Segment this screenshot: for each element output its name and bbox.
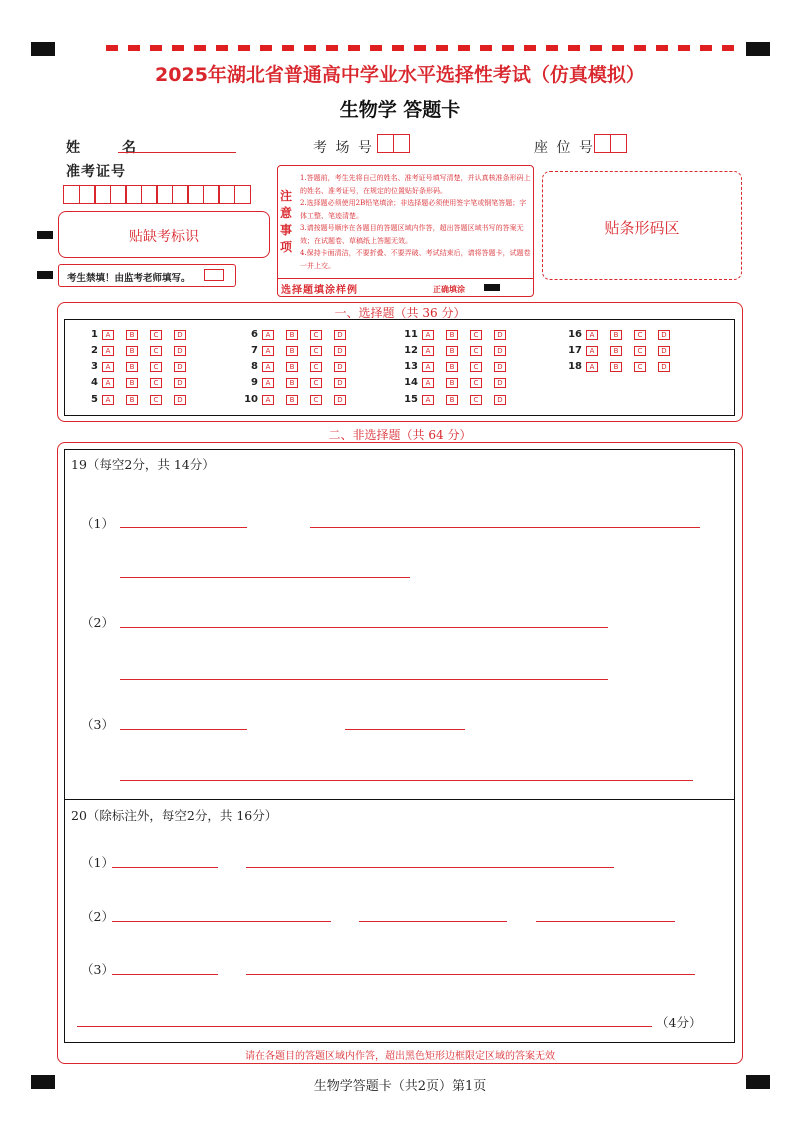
mcq-row-2	[76, 345, 198, 356]
mcq-option-16-B[interactable]: B	[610, 330, 622, 340]
mcq-option-13-D[interactable]: D	[494, 362, 506, 372]
mcq-option-15-D[interactable]: D	[494, 395, 506, 405]
mcq-option-17-B[interactable]: B	[610, 346, 622, 356]
q20-score-note: （4分）	[656, 1015, 702, 1030]
mcq-option-9-B[interactable]: B	[286, 378, 298, 388]
mcq-option-18-A[interactable]: A	[586, 362, 598, 372]
q20-part2-label: （2）	[81, 909, 114, 924]
seat-boxes[interactable]	[594, 134, 625, 153]
q20-2-blank-a[interactable]	[112, 921, 331, 922]
q19-q20-divider	[64, 799, 735, 800]
absent-note: 考生禁填！由监考老师填写。	[67, 273, 191, 284]
q19-part1-label: （1）	[81, 516, 114, 531]
mcq-option-7-C[interactable]: C	[310, 346, 322, 356]
nonmcq-title: 二、非选择题（共 64 分）	[328, 428, 472, 442]
q19-part2-label: （2）	[81, 615, 114, 630]
notice-item-2: 2.选择题必须使用2B铅笔填涂；非选择题必须使用签字笔或钢笔答题；字体工整、笔迹清楚。	[300, 199, 527, 220]
mcq-option-14-C[interactable]: C	[470, 378, 482, 388]
mcq-option-16-A[interactable]: A	[586, 330, 598, 340]
q20-2-blank-c[interactable]	[536, 921, 675, 922]
notice-item-4: 4.保持卡面清洁，不要折叠、不要弄破、考试结束后，请将答题卡，试题卷一并上交。	[300, 249, 531, 270]
mcq-question-number: 5	[91, 394, 98, 405]
q19-part3-label: （3）	[81, 717, 114, 732]
mcq-option-13-C[interactable]: C	[470, 362, 482, 372]
q19-2-blank-a[interactable]	[120, 627, 608, 628]
notice-separator	[278, 278, 533, 279]
answer-frame	[64, 449, 735, 1043]
q19-1-blank-c[interactable]	[120, 577, 410, 578]
correct-fill-label: 正确填涂	[433, 285, 465, 294]
mcq-question-number: 1	[91, 329, 98, 340]
mcq-option-18-C[interactable]: C	[634, 362, 646, 372]
mcq-option-12-C[interactable]: C	[470, 346, 482, 356]
notice-item-1: 1.答题前，考生先将自己的姓名、准考证号填写清楚，并认真核准条形码上的姓名、准考证号，在规定的位置贴好条形码。	[300, 174, 531, 195]
ticket-label: 准考证号	[66, 164, 126, 180]
mcq-option-10-C[interactable]: C	[310, 395, 322, 405]
mcq-option-3-C[interactable]: C	[150, 362, 162, 372]
mcq-option-15-A[interactable]: A	[422, 395, 434, 405]
corner-mark-top-left	[31, 42, 55, 56]
mcq-option-11-C[interactable]: C	[470, 330, 482, 340]
mcq-row-5	[76, 394, 198, 405]
mcq-row-6	[236, 329, 358, 340]
mcq-question-number: 7	[251, 345, 258, 356]
page-subtitle: 生物学 答题卡	[339, 99, 461, 121]
mcq-option-10-B[interactable]: B	[286, 395, 298, 405]
mcq-option-4-A[interactable]: A	[102, 378, 114, 388]
mcq-row-8	[236, 361, 358, 372]
ticket-number-boxes[interactable]	[63, 185, 249, 204]
q20-title: 20（除标注外，每空2分，共 16分）	[71, 808, 278, 823]
side-mark-2	[37, 271, 53, 279]
mcq-option-12-B[interactable]: B	[446, 346, 458, 356]
mcq-question-number: 14	[404, 377, 418, 388]
mcq-option-2-A[interactable]: A	[102, 346, 114, 356]
mcq-option-4-C[interactable]: C	[150, 378, 162, 388]
mcq-question-number: 4	[91, 377, 98, 388]
mcq-option-3-A[interactable]: A	[102, 362, 114, 372]
notice-list	[300, 172, 532, 272]
mcq-option-2-C[interactable]: C	[150, 346, 162, 356]
notice-box	[277, 165, 534, 297]
absent-sticker-area	[58, 211, 270, 258]
mcq-question-number: 10	[244, 394, 258, 405]
corner-mark-top-right	[746, 42, 770, 56]
mcq-row-10	[236, 394, 358, 405]
mcq-option-11-B[interactable]: B	[446, 330, 458, 340]
q20-4-blank[interactable]	[77, 1026, 652, 1027]
q20-1-blank-b[interactable]	[246, 867, 614, 868]
mcq-option-4-D[interactable]: D	[174, 378, 186, 388]
q19-1-blank-a[interactable]	[120, 527, 247, 528]
q19-title: 19（每空2分，共 14分）	[71, 457, 215, 472]
seat-label: 座 位 号	[534, 140, 595, 156]
mcq-option-1-B[interactable]: B	[126, 330, 138, 340]
mcq-row-4	[76, 377, 198, 388]
mcq-row-3	[76, 361, 198, 372]
mcq-question-number: 15	[404, 394, 418, 405]
q19-1-blank-b[interactable]	[310, 527, 700, 528]
absent-note-box	[58, 264, 236, 287]
name-field[interactable]	[118, 152, 236, 153]
mcq-option-5-C[interactable]: C	[150, 395, 162, 405]
mcq-option-7-D[interactable]: D	[334, 346, 346, 356]
mcq-option-16-C[interactable]: C	[634, 330, 646, 340]
answer-area-warning: 请在各题目的答题区域内作答，超出黑色矩形边框限定区域的答案无效	[245, 1051, 555, 1062]
mcq-option-4-B[interactable]: B	[126, 378, 138, 388]
name-label: 姓 名	[66, 140, 150, 156]
mcq-option-1-C[interactable]: C	[150, 330, 162, 340]
mcq-option-12-D[interactable]: D	[494, 346, 506, 356]
mcq-option-11-A[interactable]: A	[422, 330, 434, 340]
mcq-option-5-B[interactable]: B	[126, 395, 138, 405]
mcq-option-6-C[interactable]: C	[310, 330, 322, 340]
mcq-option-9-D[interactable]: D	[334, 378, 346, 388]
exam-room-boxes[interactable]	[377, 134, 408, 153]
mcq-option-16-D[interactable]: D	[658, 330, 670, 340]
mcq-option-14-B[interactable]: B	[446, 378, 458, 388]
absent-fill-box[interactable]	[204, 269, 224, 281]
mcq-option-13-A[interactable]: A	[422, 362, 434, 372]
mcq-option-14-D[interactable]: D	[494, 378, 506, 388]
q19-3-blank-a[interactable]	[120, 729, 247, 730]
mcq-question-number: 16	[568, 329, 582, 340]
q19-2-blank-b[interactable]	[120, 679, 608, 680]
mcq-option-12-A[interactable]: A	[422, 346, 434, 356]
mcq-question-number: 8	[251, 361, 258, 372]
page-footer: 生物学答题卡（共2页）第1页	[313, 1079, 487, 1094]
mcq-row-11	[396, 329, 518, 340]
q20-3-blank-b[interactable]	[246, 974, 695, 975]
fill-sample-label: 选择题填涂样例	[281, 285, 358, 296]
mcq-option-7-A[interactable]: A	[262, 346, 274, 356]
page-title: 2025年湖北省普通高中学业水平选择性考试（仿真模拟）	[155, 64, 645, 86]
mcq-row-16	[560, 329, 682, 340]
mcq-option-6-A[interactable]: A	[262, 330, 274, 340]
mcq-option-14-A[interactable]: A	[422, 378, 434, 388]
mcq-row-1	[76, 329, 198, 340]
mcq-option-10-D[interactable]: D	[334, 395, 346, 405]
notice-item-3: 3.请按题号顺序在各题目的答题区域内作答，超出答题区域书写的答案无效；在试题卷、草稿纸上答题无效。	[300, 224, 524, 245]
mcq-option-2-D[interactable]: D	[174, 346, 186, 356]
mcq-option-7-B[interactable]: B	[286, 346, 298, 356]
mcq-option-18-D[interactable]: D	[658, 362, 670, 372]
mcq-option-11-D[interactable]: D	[494, 330, 506, 340]
notice-heading: 注意事项	[280, 189, 293, 254]
mcq-option-17-C[interactable]: C	[634, 346, 646, 356]
mcq-row-9	[236, 377, 358, 388]
q19-3-blank-b[interactable]	[345, 729, 465, 730]
exam-room-label: 考 场 号	[313, 140, 374, 156]
mcq-option-15-B[interactable]: B	[446, 395, 458, 405]
mcq-question-number: 2	[91, 345, 98, 356]
mcq-option-6-B[interactable]: B	[286, 330, 298, 340]
mcq-option-15-C[interactable]: C	[470, 395, 482, 405]
mcq-question-number: 13	[404, 361, 418, 372]
mcq-question-number: 6	[251, 329, 258, 340]
mcq-option-8-A[interactable]: A	[262, 362, 274, 372]
q20-part1-label: （1）	[81, 855, 114, 870]
mcq-option-8-B[interactable]: B	[286, 362, 298, 372]
mcq-option-5-D[interactable]: D	[174, 395, 186, 405]
mcq-option-3-D[interactable]: D	[174, 362, 186, 372]
side-mark-1	[37, 231, 53, 239]
mcq-row-18	[560, 361, 682, 372]
barcode-label: 贴条形码区	[604, 219, 680, 237]
mcq-question-number: 17	[568, 345, 582, 356]
mcq-row-14	[396, 377, 518, 388]
mcq-question-number: 3	[91, 361, 98, 372]
mcq-option-8-D[interactable]: D	[334, 362, 346, 372]
top-dashed-line	[106, 45, 738, 51]
mcq-option-13-B[interactable]: B	[446, 362, 458, 372]
mcq-option-5-A[interactable]: A	[102, 395, 114, 405]
q20-3-blank-a[interactable]	[112, 974, 218, 975]
mcq-row-13	[396, 361, 518, 372]
mcq-option-9-C[interactable]: C	[310, 378, 322, 388]
mcq-option-1-D[interactable]: D	[174, 330, 186, 340]
mcq-option-17-A[interactable]: A	[586, 346, 598, 356]
q20-1-blank-a[interactable]	[112, 867, 218, 868]
mcq-option-9-A[interactable]: A	[262, 378, 274, 388]
mcq-option-18-B[interactable]: B	[610, 362, 622, 372]
correct-fill-sample	[484, 284, 500, 291]
mcq-option-3-B[interactable]: B	[126, 362, 138, 372]
q19-3-blank-c[interactable]	[120, 780, 693, 781]
mcq-option-17-D[interactable]: D	[658, 346, 670, 356]
q20-2-blank-b[interactable]	[359, 921, 507, 922]
barcode-area	[542, 171, 742, 280]
mcq-option-8-C[interactable]: C	[310, 362, 322, 372]
mcq-title: 一、选择题（共 36 分）	[334, 306, 466, 320]
q20-part3-label: （3）	[81, 962, 114, 977]
mcq-question-number: 18	[568, 361, 582, 372]
mcq-row-7	[236, 345, 358, 356]
mcq-option-2-B[interactable]: B	[126, 346, 138, 356]
mcq-row-12	[396, 345, 518, 356]
mcq-question-number: 12	[404, 345, 418, 356]
mcq-question-number: 11	[404, 329, 418, 340]
absent-sticker-label: 贴缺考标识	[129, 229, 199, 245]
mcq-row-17	[560, 345, 682, 356]
mcq-option-10-A[interactable]: A	[262, 395, 274, 405]
mcq-question-number: 9	[251, 377, 258, 388]
mcq-option-1-A[interactable]: A	[102, 330, 114, 340]
mcq-option-6-D[interactable]: D	[334, 330, 346, 340]
mcq-row-15	[396, 394, 518, 405]
